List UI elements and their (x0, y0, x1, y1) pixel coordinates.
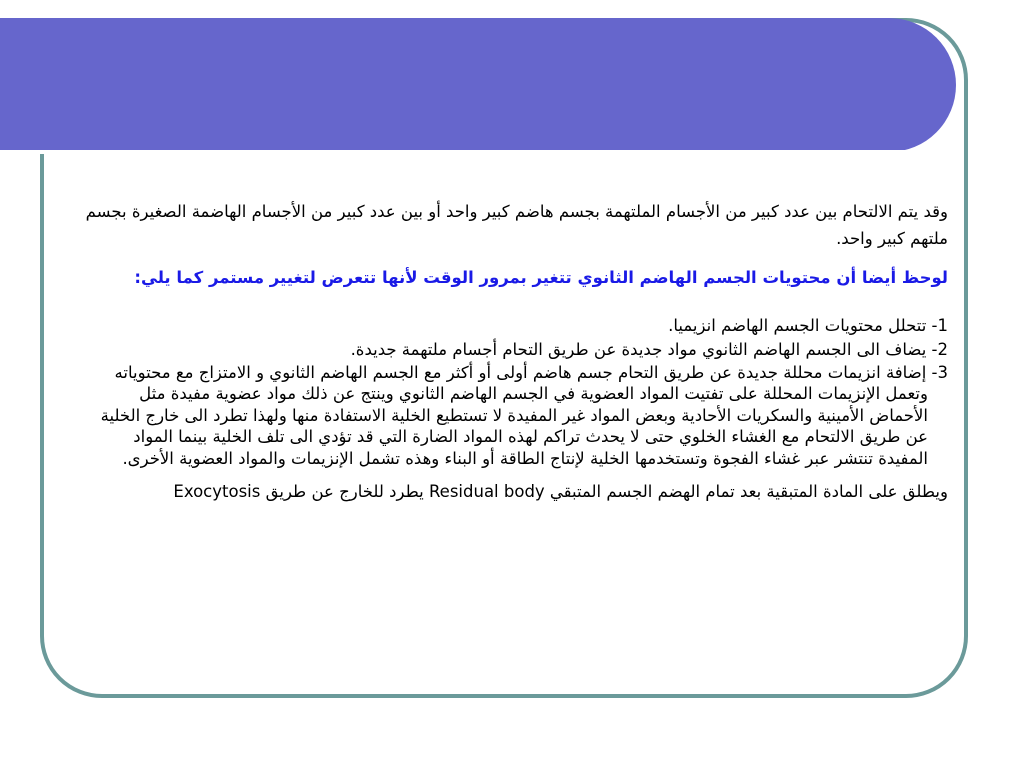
highlight-note: لوحظ أيضا أن محتويات الجسم الهاضم الثانوي تتغير بمرور الوقت لأنها تتعرض لتغيير مستمر كما يلي: (134, 268, 948, 287)
list-item-3: 3- إضافة انزيمات محللة جديدة عن طريق التحام جسم هاضم أولى أو أكثر مع الجسم الهاضم الثانوي و الامتزاج مع محتوياته وتعمل الإنزيمات المحللة على تفتيت المواد العضوية في الجسم الهاضم الثانوي وينتج عن ذلك مواد عضوية مفيدة مثل الأحماض الأمينية والسكريات الأحادية وبعض المواد غير المفيدة لا تستطيع الخلية الاستفادة منها ولهذا تطرد الى خارج الخلية عن طريق الالتحام مع الغشاء الخلوي حتى لا يحدث تراكم لهذه المواد الضارة التي قد تؤدي الى تلف الخلية بينما المواد المفيدة تنتشر عبر غشاء الفجوة وتستخدمها الخلية لإنتاج الطاقة أو البناء وهذه تشمل الإنزيمات والمواد العضوية الأخرى. (100, 363, 948, 468)
final-paragraph (82, 481, 948, 502)
intro-paragraph: وقد يتم الالتحام بين عدد كبير من الأجسام الملتهمة بجسم هاضم كبير واحد أو بين عدد كبير من الأجسام الهاضمة الصغيرة بجسم ملتهم كبير واحد. (85, 202, 948, 248)
slide-body (82, 198, 948, 502)
final-text-part1: ويطلق على المادة المتبقية بعد تمام الهضم الجسم المتبقي (544, 482, 948, 502)
list-item-1: 1- تتحلل محتويات الجسم الهاضم انزيميا. (668, 316, 948, 335)
final-text-part2: يطرد للخارج عن طريق (260, 482, 429, 502)
residual-body-term: Residual body (428, 482, 545, 502)
header-banner (0, 18, 956, 152)
exocytosis-term: Exocytosis (173, 482, 261, 502)
list-item-2: 2- يضاف الى الجسم الهاضم الثانوي مواد جديدة عن طريق التحام أجسام ملتهمة جديدة. (350, 340, 948, 359)
header-divider-line (0, 150, 905, 154)
